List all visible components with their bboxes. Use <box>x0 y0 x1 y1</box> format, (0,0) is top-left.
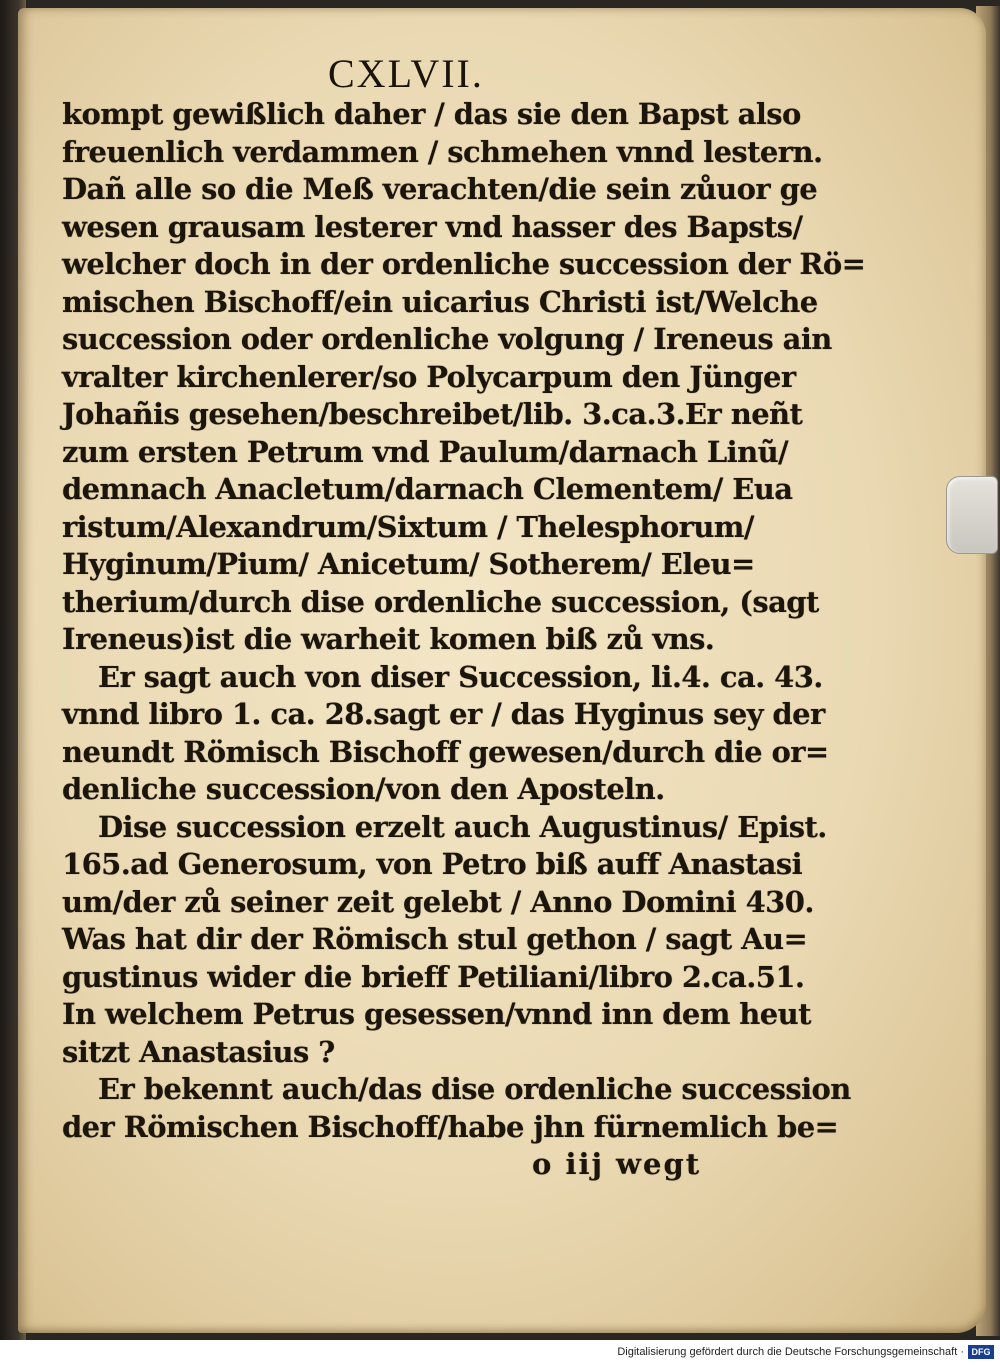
catchword-line: o iij wegt <box>532 1147 702 1181</box>
text-line: gustinus wider die brieff Petiliani/libro 2.ca.51. <box>62 959 805 994</box>
page-tab-clip <box>946 476 998 554</box>
text-line: therium/durch dise ordenliche succession, (sagt <box>62 584 819 619</box>
text-line: welcher doch in der ordenliche succession der Rö= <box>62 247 866 281</box>
text-line: freuenlich verdammen / schmehen vnnd lestern. <box>62 134 823 169</box>
text-line: wesen grausam lesterer vnd hasser des Bapsts/ <box>62 209 803 244</box>
text-line: um/der zů seiner zeit gelebt / Anno Domini 430. <box>62 884 814 919</box>
text-line: demnach Anacletum/darnach Clementem/ Eua <box>62 472 793 506</box>
text-line: mischen Bischoff/ein uicarius Christi ist/Welche <box>62 284 818 319</box>
text-line: ristum/Alexandrum/Sixtum / Thelesphorum/ <box>62 509 754 544</box>
text-line: sitzt Anastasius ? <box>62 1034 335 1069</box>
text-line: vnnd libro 1. ca. 28.sagt er / das Hyginus sey der <box>62 697 825 731</box>
folio-number: CXLVII. <box>328 51 484 96</box>
dfg-logo-icon: DFG <box>968 1345 994 1359</box>
text-line: Dise succession erzelt auch Augustinus/ Epist. <box>98 809 827 844</box>
text-line: Was hat dir der Römisch stul gethon / sagt Au= <box>62 922 808 956</box>
text-line: zum ersten Petrum vnd Paulum/darnach Linũ/ <box>62 434 789 469</box>
text-line: der Römischen Bischoff/habe jhn fürnemlich be= <box>62 1109 839 1144</box>
text-line: Dañ alle so die Meß verachten/die sein zůuor ge <box>62 172 818 206</box>
text-line: Er sagt auch von diser Succession, li.4. ca. 43. <box>98 659 823 694</box>
text-line: Johañis gesehen/beschreibet/lib. 3.ca.3.Er neñt <box>62 397 803 431</box>
text-line: neundt Römisch Bischoff gewesen/durch die or= <box>62 734 829 769</box>
text-line: kompt gewißlich daher / das sie den Bapst also <box>62 97 801 131</box>
text-line: vralter kirchenlerer/so Polycarpum den Jünger <box>62 359 796 394</box>
text-line: In welchem Petrus gesessen/vnnd inn dem heut <box>62 997 811 1031</box>
text-line: 165.ad Generosum, von Petro biß auff Anastasi <box>62 847 802 881</box>
text-line: succession oder ordenliche volgung / Ireneus ain <box>62 322 832 356</box>
text-line: Hyginum/Pium/ Anicetum/ Sotherem/ Eleu= <box>62 547 755 581</box>
text-line: denliche succession/von den Aposteln. <box>62 772 665 806</box>
page-text-block <box>62 96 866 1184</box>
footer-credit: Digitalisierung gefördert durch die Deutsche Forschungsgemeinschaft · <box>617 1346 964 1358</box>
text-line: Er bekennt auch/das dise ordenliche succession <box>98 1072 851 1106</box>
text-line: Ireneus)ist die warheit komen biß zů vns. <box>62 622 715 656</box>
